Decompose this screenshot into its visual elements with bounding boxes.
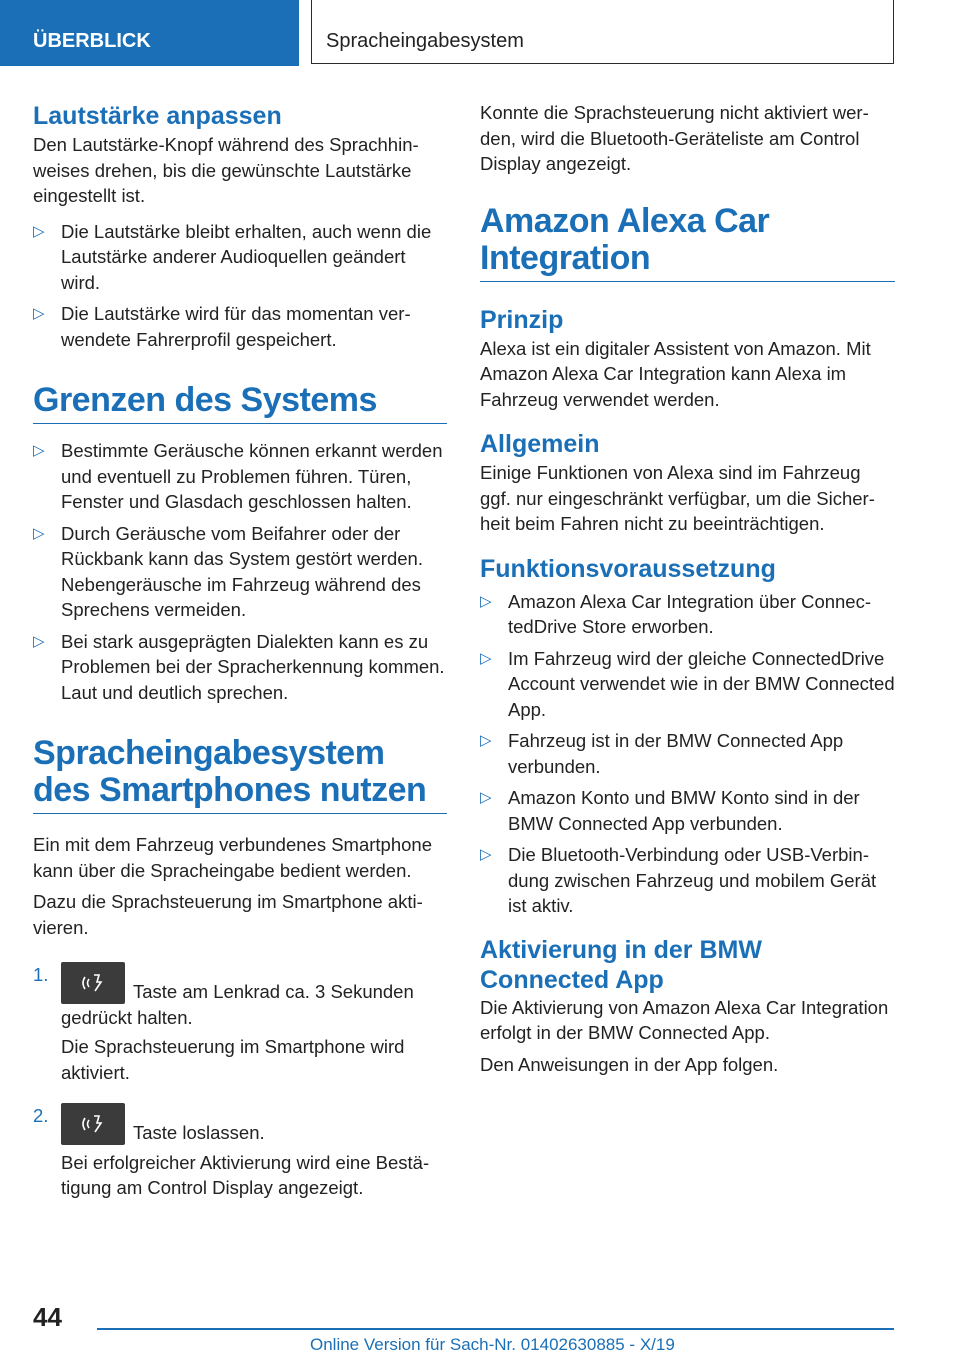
step-note: Die Sprachsteuerung im Smartphone wird aktiviert.	[61, 1036, 405, 1083]
alexa-heading: Amazon Alexa Car Integration	[480, 203, 895, 282]
left-column	[33, 100, 447, 1207]
footer-divider	[97, 1328, 894, 1330]
intro-text: Konnte die Sprachsteuerung nicht aktiviert werden, wird die Bluetooth-Geräteliste am Control Display angezeigt.	[480, 102, 869, 174]
volume-list	[33, 219, 447, 353]
principle-heading: Prinzip	[480, 305, 564, 334]
step-1	[33, 962, 447, 1085]
chapter-box	[311, 0, 894, 64]
page-number: 44	[33, 1302, 62, 1332]
step-number: 1.	[33, 964, 49, 985]
triangle-bullet-icon: ▷	[480, 789, 492, 806]
step-text: Taste am Lenkrad ca. 3 Sekunden gedrückt halten.	[61, 981, 414, 1028]
list-item: ▷ Bei stark ausgeprägten Dialekten kann es zu Problemen bei der Spracherkennung kommen. Laut und deutlich sprechen.	[33, 630, 445, 703]
smartphone-heading: Spracheingabesystem des Smartphones nutzen	[33, 735, 447, 814]
smartphone-text-1: Ein mit dem Fahrzeug verbundenes Smartphone kann über die Spracheingabe bedient werden.	[33, 834, 432, 881]
voice-button-icon	[61, 962, 125, 1004]
step-2	[33, 1103, 447, 1201]
triangle-bullet-icon: ▷	[33, 442, 45, 459]
triangle-bullet-icon: ▷	[33, 305, 45, 322]
triangle-bullet-icon: ▷	[33, 632, 45, 650]
requirements-heading: Funktionsvoraussetzung	[480, 554, 776, 583]
triangle-bullet-icon: ▷	[33, 524, 45, 542]
chapter-title: Spracheingabesystem	[326, 30, 524, 52]
step-text: Taste loslassen.	[133, 1122, 265, 1143]
activation-text-1: Die Aktivierung von Amazon Alexa Car Integration erfolgt in der BMW Connected App.	[480, 996, 889, 1043]
right-column	[480, 100, 895, 1083]
list-item: ▷ Durch Geräusche vom Beifahrer oder der Rückbank kann das System gestört werden. Nebengeräusche im Fahrzeug während des Sprechens vermeiden.	[33, 522, 423, 620]
principle-text: Alexa ist ein digitaler Assistent von Amazon. Mit Amazon Alexa Car Integration kann Alexa im Fahrzeug verwendet werden.	[480, 337, 871, 410]
list-item: ▷ Die Bluetooth-Verbindung oder USB-Verbindung zwischen Fahrzeug und mobilem Gerät ist aktiv.	[480, 844, 877, 916]
list-item: ▷ Fahrzeug ist in der BMW Connected App verbunden.	[480, 730, 844, 777]
step-note: Bei erfolgreicher Aktivierung wird eine Bestätigung am Control Display angezeigt.	[61, 1151, 430, 1198]
requirements-list	[480, 589, 895, 919]
triangle-bullet-icon: ▷	[33, 222, 45, 240]
voice-button-icon	[61, 1103, 125, 1145]
list-item: ▷ Im Fahrzeug wird der gleiche ConnectedDrive Account verwendet wie in der BMW Connected App.	[480, 647, 895, 720]
volume-text: Den Lautstärke-Knopf während des Sprachhinweises drehen, bis die gewünschte Lautstärke eingestellt ist.	[33, 134, 419, 206]
triangle-bullet-icon: ▷	[480, 649, 492, 667]
activation-text-2: Den Anweisungen in der App folgen.	[480, 1053, 779, 1075]
list-item: ▷ Amazon Alexa Car Integration über ConnectedDrive Store erworben.	[480, 590, 872, 637]
volume-heading: Lautstärke anpassen	[33, 102, 282, 130]
activation-heading: Aktivierung in der BMW Connected App	[480, 935, 762, 994]
limits-heading: Grenzen des Systems	[33, 382, 447, 424]
list-item: ▷ Bestimmte Geräusche können erkannt werden und eventuell zu Problemen führen. Türen, Fenster und Glasdach geschlossen halten.	[33, 440, 443, 512]
list-item: ▷ Die Lautstärke bleibt erhalten, auch wenn die Lautstärke anderer Audioquellen geändert wird.	[33, 220, 432, 293]
section-tab	[0, 0, 299, 66]
triangle-bullet-icon: ▷	[480, 592, 492, 610]
triangle-bullet-icon: ▷	[480, 732, 492, 749]
footer-version: Online Version für Sach-Nr. 01402630885 - X/19	[310, 1335, 675, 1354]
step-number: 2.	[33, 1105, 49, 1126]
list-item: ▷ Amazon Konto und BMW Konto sind in der BMW Connected App verbunden.	[480, 787, 860, 834]
triangle-bullet-icon: ▷	[480, 846, 492, 863]
general-text: Einige Funktionen von Alexa sind im Fahrzeug ggf. nur eingeschränkt verfügbar, um die Sicherheit beim Fahren nicht zu beeinträchtigen.	[480, 462, 875, 534]
list-item: ▷ Die Lautstärke wird für das momentan verwendete Fahrerprofil gespeichert.	[33, 303, 411, 350]
general-heading: Allgemein	[480, 430, 600, 458]
smartphone-text-2: Dazu die Sprachsteuerung im Smartphone aktivieren.	[33, 891, 423, 938]
section-label: ÜBERBLICK	[33, 30, 151, 52]
limits-list	[33, 438, 447, 705]
